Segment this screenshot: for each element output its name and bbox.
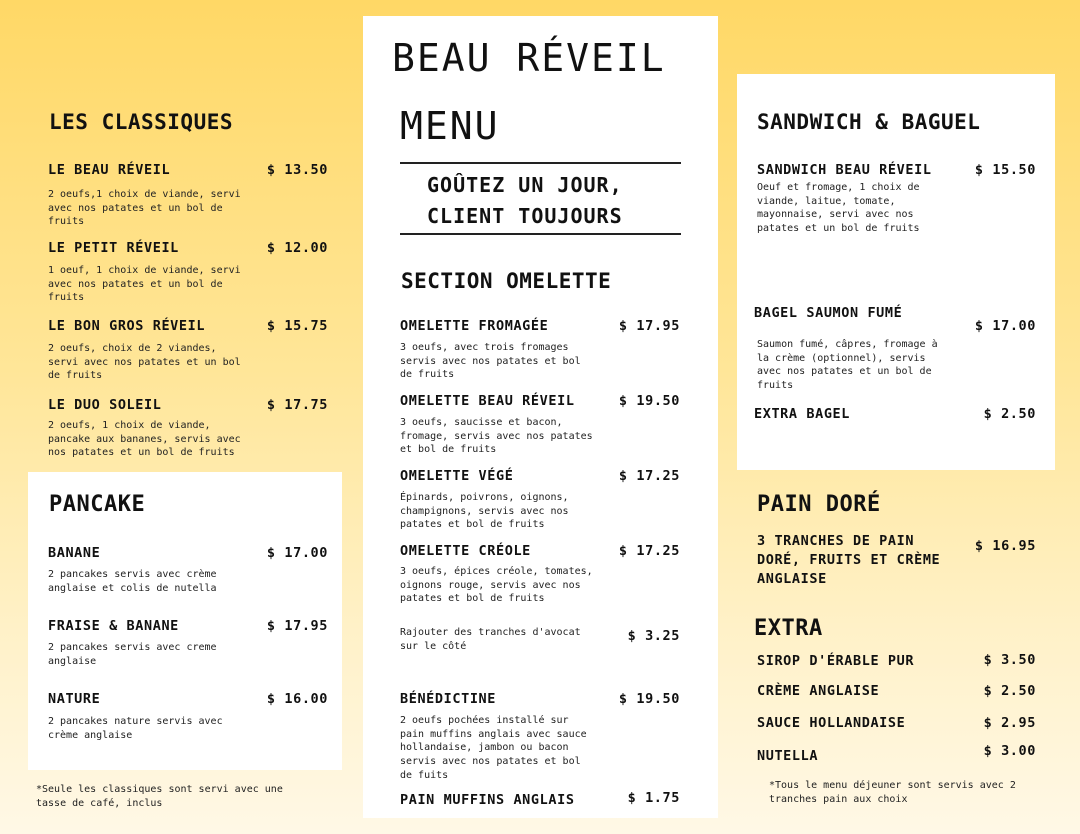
classiques-heading: LES CLASSIQUES: [49, 110, 234, 134]
bagel-item-price: $ 17.00: [974, 318, 1036, 334]
benedictine-price: $ 19.50: [618, 691, 680, 707]
classique-item-desc: [48, 419, 241, 460]
extra-item-price: $ 3.00: [983, 743, 1036, 759]
desc-line: hollandaise, jambon ou bacon: [400, 742, 569, 754]
desc-line: oignons rouge, servis avec nos: [400, 579, 581, 591]
classique-item-price: $ 13.50: [266, 162, 328, 178]
desc-line: servis avec nos patates et bol: [400, 355, 581, 367]
tagline-line: GOÛTEZ UN JOUR,: [427, 173, 623, 197]
extra-heading: EXTRA: [754, 616, 823, 641]
classique-item-desc: [48, 188, 241, 229]
desc-line: la crème (optionnel), servis: [757, 352, 926, 364]
extra-item-price: $ 2.50: [983, 683, 1036, 699]
pain-dore-line: 3 TRANCHES DE PAIN: [757, 533, 915, 549]
desc-line: Épinards, poivrons, oignons,: [400, 492, 569, 503]
pancake-item-price: $ 17.95: [266, 618, 328, 634]
desc-line: et bol de fruits: [400, 444, 497, 456]
desc-line: Rajouter des tranches d'avocat: [400, 627, 581, 638]
classique-item-name: LE PETIT RÉVEIL: [48, 240, 179, 256]
desc-line: 2 oeufs, choix de 2 viandes,: [48, 343, 217, 354]
pancake-item-price: $ 16.00: [266, 691, 328, 707]
classique-item-price: $ 15.75: [266, 318, 328, 334]
extra-bagel-price: $ 2.50: [983, 406, 1036, 422]
omelette-item-name: OMELETTE CRÉOLE: [400, 543, 531, 559]
pain-dore-heading: PAIN DORÉ: [757, 492, 881, 517]
desc-line: 2 pancakes servis avec crème: [48, 569, 217, 580]
pain-dore-item: [757, 532, 940, 589]
omelette-item-price: $ 17.95: [618, 318, 680, 334]
omelette-item-desc: [400, 565, 593, 606]
desc-line: 1 oeuf, 1 choix de viande, servi: [48, 265, 241, 276]
desc-line: fruits: [48, 216, 85, 228]
desc-line: 3 oeufs, saucisse et bacon,: [400, 417, 563, 428]
desc-line: patates et bol de fruits: [400, 519, 545, 531]
sandwich-item-desc: [757, 181, 920, 236]
desc-line: viande, laitue, tomate,: [757, 195, 896, 207]
omelette-item-price: $ 17.25: [618, 468, 680, 484]
desc-line: Oeuf et fromage, 1 choix de: [757, 182, 920, 193]
extra-item-name: SIROP D'ÉRABLE PUR: [757, 653, 915, 669]
desc-line: avec nos patates et un bol de: [48, 202, 223, 214]
desc-line: sur le côté: [400, 640, 467, 652]
footnote-line: *Tous le menu déjeuner sont servis avec 2: [769, 780, 1016, 791]
desc-line: servis avec nos patates et bol: [400, 756, 581, 768]
bagel-item-desc: [757, 338, 938, 393]
omelette-heading: SECTION OMELETTE: [401, 269, 612, 293]
desc-line: avec nos patates et un bol de: [48, 278, 223, 290]
divider-bottom: [400, 233, 681, 235]
pancake-heading: PANCAKE: [49, 492, 146, 517]
avocat-price: $ 3.25: [627, 628, 680, 644]
omelette-item-name: OMELETTE BEAU RÉVEIL: [400, 393, 575, 409]
desc-line: anglaise: [48, 655, 97, 667]
pain-dore-line: DORÉ, FRUITS ET CRÈME: [757, 552, 941, 568]
desc-line: champignons, servis avec nos: [400, 505, 569, 517]
pain-dore-line: ANGLAISE: [757, 571, 827, 587]
desc-line: de fruits: [48, 370, 103, 382]
restaurant-title: BEAU RÉVEIL: [392, 36, 666, 80]
desc-line: de fruits: [400, 369, 455, 381]
classique-item-price: $ 17.75: [266, 397, 328, 413]
desc-line: crème anglaise: [48, 729, 133, 741]
extra-item-name: CRÈME ANGLAISE: [757, 683, 880, 699]
divider-top: [400, 162, 681, 164]
omelette-item-price: $ 17.25: [618, 543, 680, 559]
pancake-item-name: FRAISE & BANANE: [48, 618, 179, 634]
desc-line: fruits: [48, 292, 85, 304]
omelette-item-price: $ 19.50: [618, 393, 680, 409]
footnote-line: *Seule les classiques sont servi avec une: [36, 784, 283, 795]
desc-line: anglaise et colis de nutella: [48, 582, 217, 594]
desc-line: patates et un bol de fruits: [757, 223, 920, 235]
benedictine-name: BÉNÉDICTINE: [400, 691, 497, 707]
omelette-item-desc: [400, 341, 581, 382]
extra-item-price: $ 2.95: [983, 715, 1036, 731]
desc-line: fromage, servis avec nos patates: [400, 430, 593, 442]
pain-dore-price: $ 16.95: [974, 538, 1036, 554]
desc-line: 2 pancakes nature servis avec: [48, 716, 223, 727]
tagline-line: CLIENT TOUJOURS: [427, 204, 623, 228]
sandwich-item-name: SANDWICH BEAU RÉVEIL: [757, 162, 932, 178]
menu-title: MENU: [400, 104, 500, 148]
omelette-item-name: OMELETTE VÉGÉ: [400, 468, 514, 484]
pancake-item-desc: [48, 715, 223, 742]
classique-item-name: LE BON GROS RÉVEIL: [48, 318, 206, 334]
classique-item-name: LE DUO SOLEIL: [48, 397, 162, 413]
pancake-item-desc: [48, 568, 217, 595]
pancake-item-desc: [48, 641, 217, 668]
footnote-line: tasse de café, inclus: [36, 797, 163, 809]
desc-line: servi avec nos patates et un bol: [48, 356, 241, 368]
omelette-item-name: OMELETTE FROMAGÉE: [400, 318, 549, 334]
muffins-price: $ 1.75: [627, 790, 680, 806]
desc-line: nos patates et un bol de fruits: [48, 447, 235, 459]
footnote-line: tranches pain aux choix: [769, 793, 908, 805]
pancake-item-price: $ 17.00: [266, 545, 328, 561]
classique-item-desc: [48, 264, 241, 305]
sandwich-item-price: $ 15.50: [974, 162, 1036, 178]
desc-line: mayonnaise, servi avec nos: [757, 209, 914, 221]
pancake-item-name: BANANE: [48, 545, 101, 561]
desc-line: pancake aux bananes, servis avec: [48, 433, 241, 445]
extra-footnote: [769, 779, 1016, 806]
classique-item-price: $ 12.00: [266, 240, 328, 256]
desc-line: Saumon fumé, câpres, fromage à: [757, 339, 938, 350]
classique-item-desc: [48, 342, 241, 383]
desc-line: pain muffins anglais avec sauce: [400, 728, 587, 740]
omelette-item-desc: [400, 416, 593, 457]
tagline: [427, 170, 623, 232]
desc-line: fruits: [757, 380, 794, 392]
desc-line: 2 pancakes servis avec creme: [48, 642, 217, 653]
desc-line: 3 oeufs, épices créole, tomates,: [400, 566, 593, 577]
classique-item-name: LE BEAU RÉVEIL: [48, 162, 171, 178]
desc-line: de fuits: [400, 769, 449, 781]
desc-line: 3 oeufs, avec trois fromages: [400, 342, 569, 353]
omelette-item-desc: [400, 491, 569, 532]
benedictine-desc: [400, 714, 587, 783]
pancake-item-name: NATURE: [48, 691, 101, 707]
extra-item-price: $ 3.50: [983, 652, 1036, 668]
bagel-item-name: BAGEL SAUMON FUMÉ: [754, 305, 903, 321]
desc-line: 2 oeufs, 1 choix de viande,: [48, 420, 211, 431]
extra-bagel-name: EXTRA BAGEL: [754, 406, 851, 422]
muffins-name: PAIN MUFFINS ANGLAIS: [400, 792, 575, 808]
pancake-footnote: [36, 783, 283, 810]
avocat-desc: [400, 626, 581, 653]
sandwich-heading: SANDWICH & BAGUEL: [757, 110, 981, 134]
desc-line: avec nos patates et un bol de: [757, 366, 932, 378]
desc-line: patates et bol de fruits: [400, 593, 545, 605]
desc-line: 2 oeufs pochées installé sur: [400, 715, 569, 726]
extra-item-name: SAUCE HOLLANDAISE: [757, 715, 906, 731]
desc-line: 2 oeufs,1 choix de viande, servi: [48, 189, 241, 200]
extra-item-name: NUTELLA: [757, 748, 819, 764]
